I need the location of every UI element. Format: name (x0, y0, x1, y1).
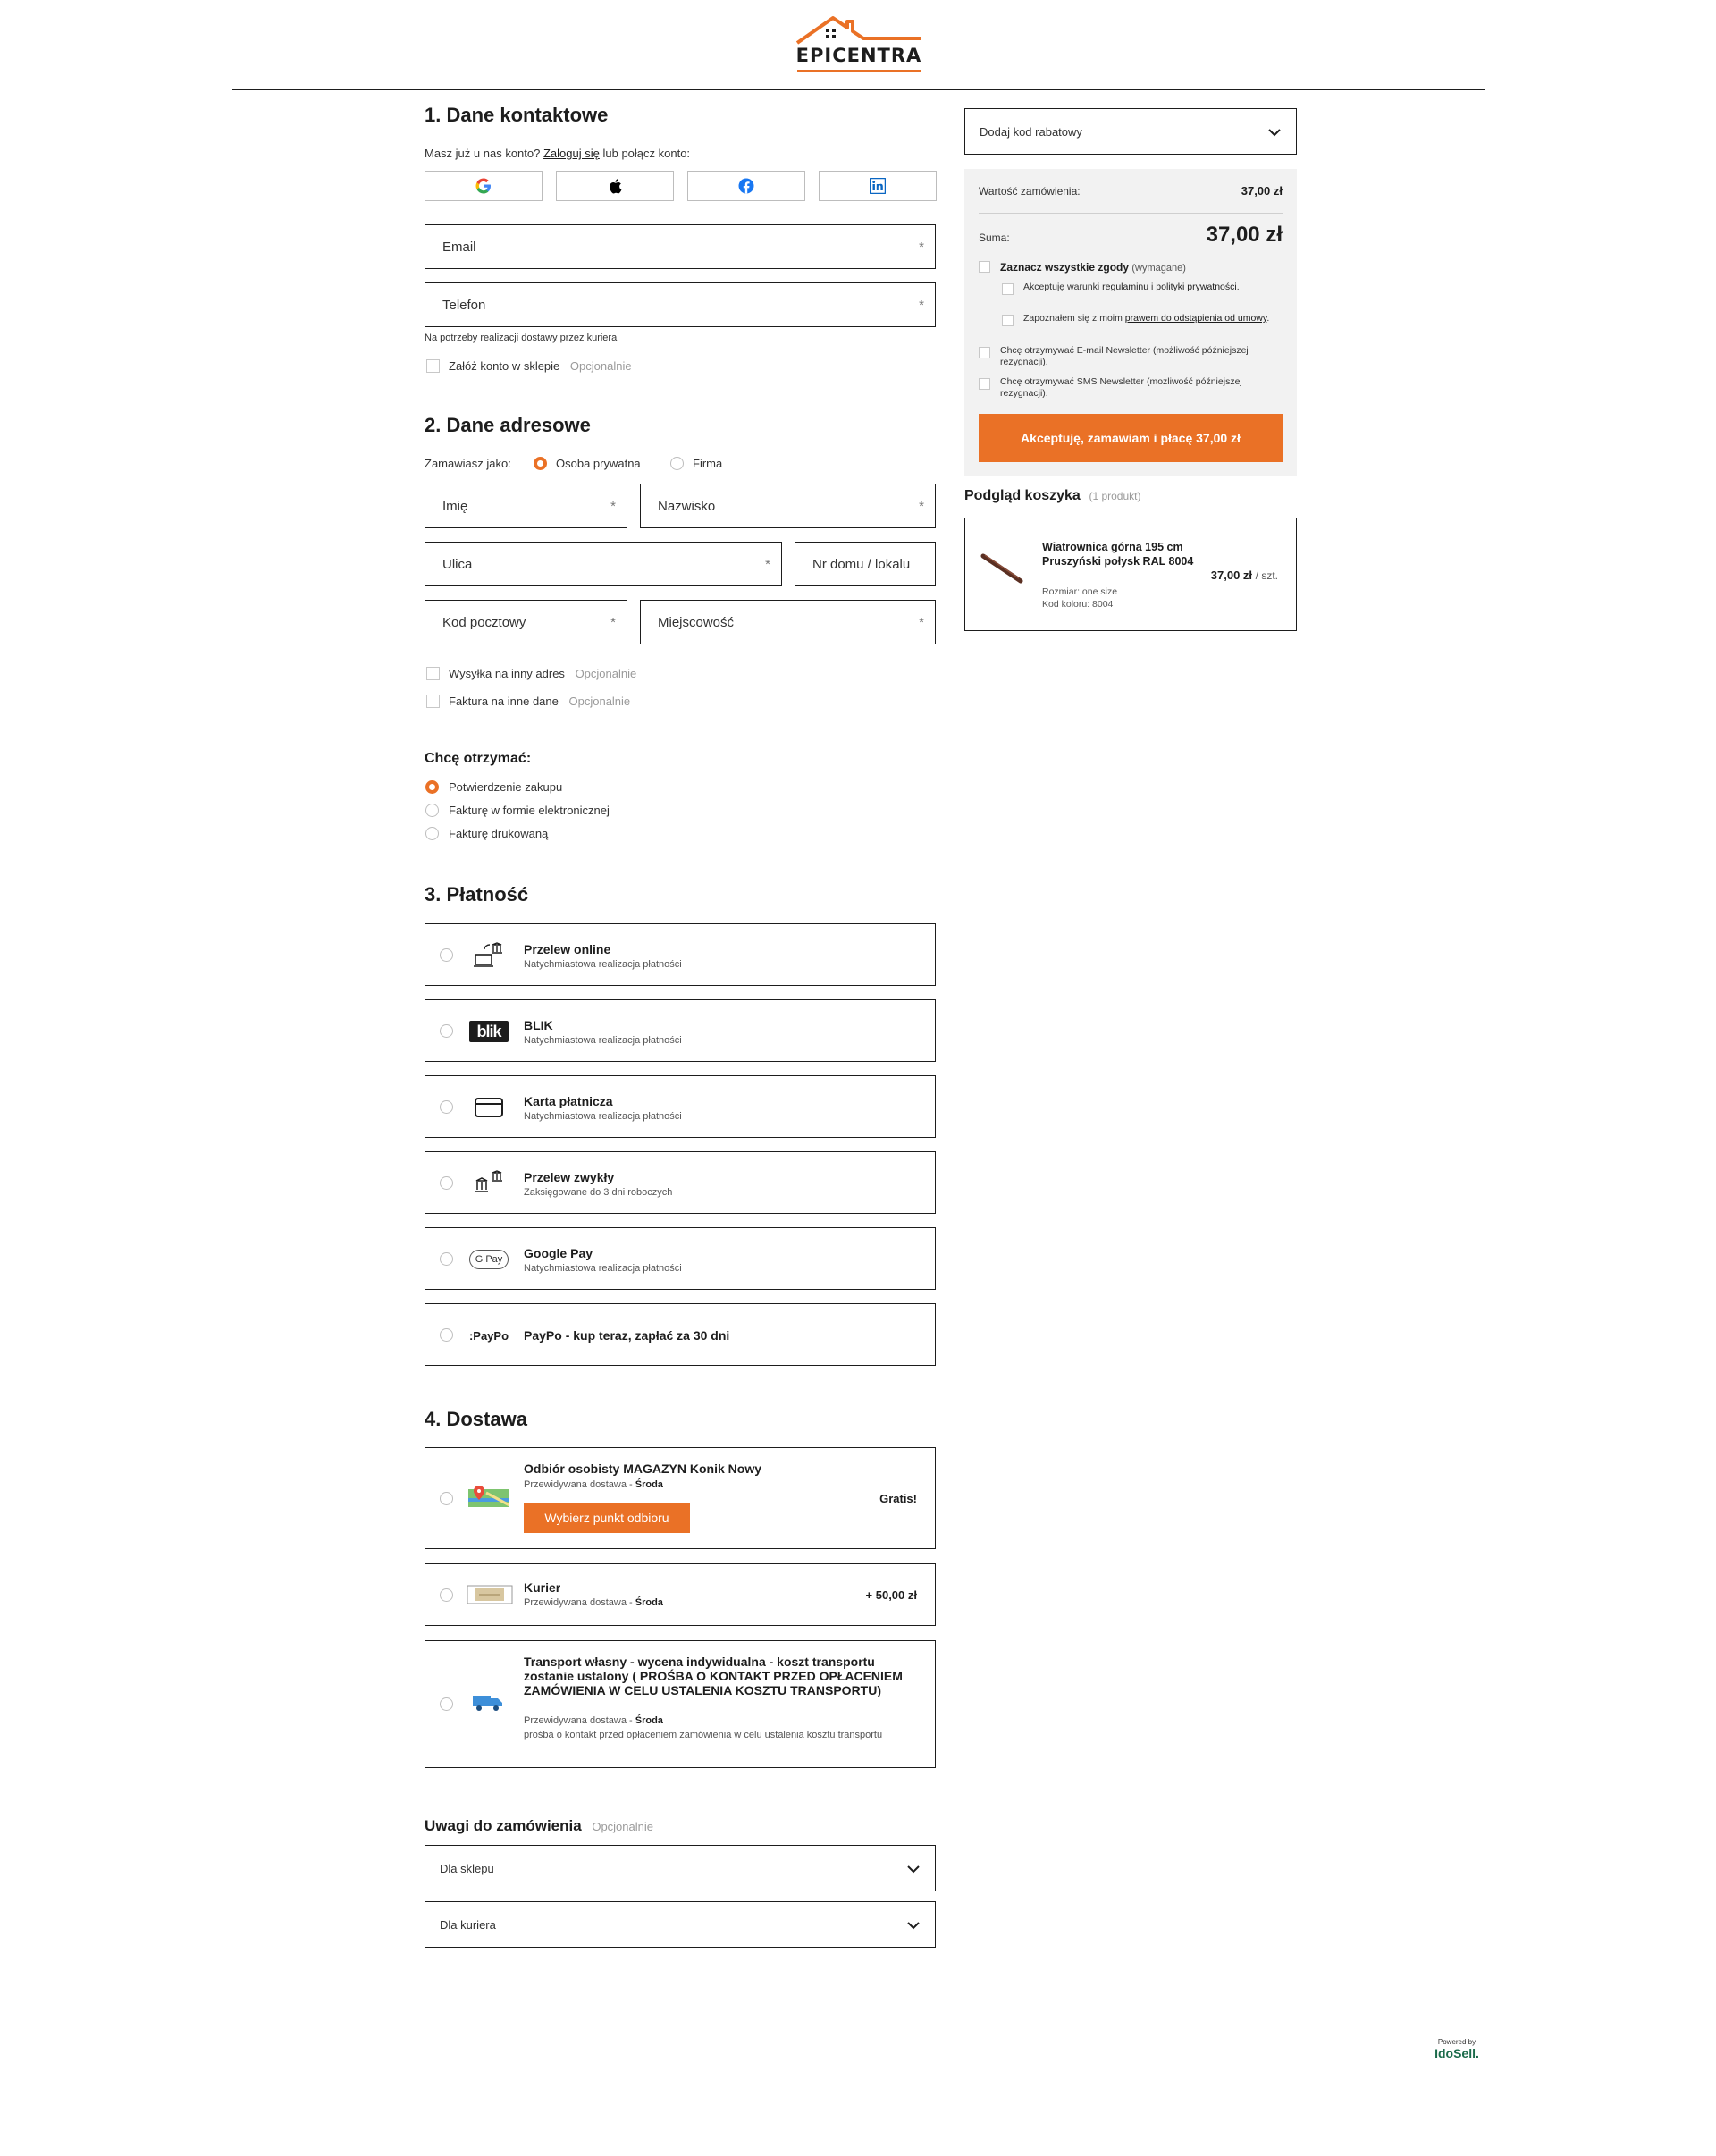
total-label: Suma: (979, 232, 1010, 244)
terms-label: Akceptuję warunki regulaminu i polityki prywatności. (1023, 282, 1240, 292)
product-image[interactable] (980, 551, 1024, 591)
payment-radio[interactable] (440, 1252, 453, 1266)
payment-option[interactable] (425, 1151, 936, 1214)
private-person-radio[interactable] (534, 457, 547, 470)
cart-item (964, 518, 1297, 631)
delivery-radio[interactable] (440, 1492, 453, 1505)
last-name-field[interactable]: Nazwisko * (640, 484, 936, 528)
company-label: Firma (693, 457, 723, 470)
receive-option-radio[interactable] (425, 804, 439, 817)
payment-section-title: 3. Płatność (425, 883, 529, 905)
logo[interactable] (795, 14, 922, 73)
delivery-price: Gratis! (879, 1492, 917, 1505)
payment-radio[interactable] (440, 1024, 453, 1038)
product-color-code: Kod koloru: 8004 (1042, 599, 1114, 610)
header-divider (232, 89, 1485, 90)
receive-option-label: Potwierdzenie zakupu (449, 780, 563, 794)
bank-icon (468, 1169, 509, 1198)
terms-checkbox[interactable] (1002, 283, 1014, 295)
promo-code-select[interactable]: Dodaj kod rabatowy (964, 108, 1297, 155)
terms-link[interactable]: regulaminu (1102, 282, 1149, 292)
delivery-expected: Przewidywana dostawa - Środa (524, 1597, 663, 1608)
payment-title: BLIK (524, 1018, 553, 1032)
create-account-label: Załóż konto w sklepie Opcjonalnie (449, 359, 632, 373)
payment-option[interactable] (425, 999, 936, 1062)
logo-underline (797, 70, 921, 72)
roof-logo-icon (795, 14, 922, 46)
all-consents-checkbox[interactable] (979, 261, 990, 273)
email-newsletter-label: Chcę otrzymywać E-mail Newsletter (możliwość późniejszej rezygnacji). (1000, 345, 1249, 367)
login-link[interactable]: Zaloguj się (543, 147, 600, 160)
courier-package-icon (467, 1584, 513, 1610)
withdrawal-label: Zapoznałem się z moim prawem do odstąpienia od umowy. (1023, 313, 1270, 324)
logo-text: EPICENTRA (795, 45, 922, 66)
google-pay-icon: G Pay (468, 1245, 509, 1274)
withdrawal-checkbox[interactable] (1002, 315, 1014, 326)
courier-note-select[interactable]: Dla kuriera (425, 1901, 936, 1948)
delivery-option-courier[interactable] (425, 1563, 936, 1626)
payment-option[interactable] (425, 923, 936, 986)
linkedin-login-button[interactable] (819, 171, 937, 201)
payment-title: Przelew zwykły (524, 1170, 615, 1184)
map-pin-icon (468, 1486, 509, 1513)
delivery-section-title: 4. Dostawa (425, 1408, 527, 1430)
facebook-login-button[interactable] (687, 171, 805, 201)
payment-title: Karta płatnicza (524, 1094, 613, 1108)
chevron-down-icon (1267, 125, 1282, 139)
privacy-link[interactable]: polityki prywatności (1156, 282, 1237, 292)
shop-note-select[interactable]: Dla sklepu (425, 1845, 936, 1891)
powered-by[interactable] (1429, 2038, 1485, 2060)
order-as-label: Zamawiasz jako: (425, 457, 511, 470)
city-field[interactable]: Miejscowość * (640, 600, 936, 644)
blik-icon: blik (468, 1017, 509, 1046)
order-summary (964, 169, 1297, 476)
product-price: 37,00 zł / szt. (1210, 568, 1278, 582)
apple-icon (608, 178, 622, 194)
cart-preview-title: Podgląd koszyka (1 produkt) (964, 488, 1141, 503)
ship-other-address-checkbox[interactable] (426, 667, 440, 680)
sms-newsletter-checkbox[interactable] (979, 378, 990, 390)
postal-code-field[interactable]: Kod pocztowy * (425, 600, 627, 644)
choose-pickup-point-button[interactable]: Wybierz punkt odbioru (524, 1503, 690, 1533)
payment-title: Google Pay (524, 1246, 593, 1260)
notes-title: Uwagi do zamówienia Opcjonalnie (425, 1817, 653, 1834)
invoice-other-data-checkbox[interactable] (426, 695, 440, 708)
payment-title: Przelew online (524, 942, 611, 956)
ship-other-address-label: Wysyłka na inny adres Opcjonalnie (449, 667, 637, 680)
create-account-checkbox[interactable] (426, 359, 440, 373)
payment-option[interactable] (425, 1227, 936, 1290)
powered-by-text: Powered by (1437, 2038, 1476, 2046)
payment-option[interactable] (425, 1303, 936, 1366)
payment-radio[interactable] (440, 1328, 453, 1342)
payment-radio[interactable] (440, 1100, 453, 1114)
google-login-button[interactable] (425, 171, 543, 201)
withdrawal-link[interactable]: prawem do odstąpienia od umowy (1124, 313, 1267, 324)
idosell-logo: IdoSell. (1434, 2046, 1479, 2060)
summary-divider (979, 213, 1283, 214)
header (0, 0, 1716, 90)
street-field[interactable]: Ulica * (425, 542, 782, 586)
delivery-title: Transport własny - wycena indywidualna - koszt transportu zostanie ustalony ( PROŚBA O KONTAKT PRZED OPŁACENIEM ZAMÓWIENIA W CELU USTALENIA KOSZTU TRANSPORTU) (524, 1655, 903, 1697)
submit-order-button[interactable]: Akceptuję, zamawiam i płacę 37,00 zł (979, 414, 1283, 462)
delivery-title: Odbiór osobisty MAGAZYN Konik Nowy (524, 1461, 762, 1476)
contact-section-title: 1. Dane kontaktowe (425, 104, 609, 126)
product-size: Rozmiar: one size (1042, 586, 1118, 597)
payment-radio[interactable] (440, 1176, 453, 1190)
receive-option-radio[interactable] (425, 827, 439, 840)
delivery-expected: Przewidywana dostawa - Środa (524, 1715, 663, 1726)
delivery-option-pickup[interactable] (425, 1447, 936, 1549)
phone-hint: Na potrzeby realizacji dostawy przez kuriera (425, 333, 618, 343)
total-value: 37,00 zł (1206, 223, 1283, 247)
chevron-down-icon (906, 1862, 921, 1876)
chevron-down-icon (906, 1918, 921, 1933)
google-icon (475, 178, 492, 194)
order-value-label: Wartość zamówienia: (979, 185, 1081, 198)
order-value: 37,00 zł (1241, 184, 1283, 198)
delivery-expected: Przewidywana dostawa - Środa (524, 1479, 663, 1490)
payment-title: PayPo - kup teraz, zapłać za 30 dni (524, 1328, 730, 1343)
payment-desc: Zaksięgowane do 3 dni roboczych (524, 1187, 673, 1198)
receive-option-label: Fakturę drukowaną (449, 827, 549, 840)
apple-login-button[interactable] (556, 171, 674, 201)
receive-option-label: Fakturę w formie elektronicznej (449, 804, 610, 817)
payment-desc: Natychmiastowa realizacja płatności (524, 1263, 682, 1274)
product-name[interactable]: Wiatrownica górna 195 cm Pruszyński połysk RAL 8004 (1042, 541, 1194, 568)
delivery-option-own-transport[interactable] (425, 1640, 936, 1768)
paypo-icon: :PayPo (468, 1328, 509, 1343)
all-consents-label: Zaznacz wszystkie zgody (wymagane) (1000, 261, 1186, 274)
login-prompt: Masz już u nas konto? Zaloguj się lub połącz konto: (425, 147, 691, 160)
delivery-title: Kurier (524, 1580, 561, 1595)
private-person-label: Osoba prywatna (556, 457, 641, 470)
payment-option[interactable] (425, 1075, 936, 1138)
payment-desc: Natychmiastowa realizacja płatności (524, 1111, 682, 1122)
email-field[interactable]: Email * (425, 224, 936, 269)
delivery-note: prośba o kontakt przed opłaceniem zamówienia w celu ustalenia kosztu transportu (524, 1730, 883, 1740)
bank-transfer-icon (468, 941, 509, 970)
sms-newsletter-label: Chcę otrzymywać SMS Newsletter (możliwość późniejszej rezygnacji). (1000, 376, 1242, 399)
address-section-title: 2. Dane adresowe (425, 414, 591, 436)
facebook-icon (738, 178, 754, 194)
delivery-price: + 50,00 zł (865, 1588, 917, 1602)
phone-field[interactable]: Telefon * (425, 282, 936, 327)
truck-icon (472, 1693, 504, 1717)
invoice-other-data-label: Faktura na inne dane Opcjonalnie (449, 695, 631, 708)
payment-desc: Natychmiastowa realizacja płatności (524, 959, 682, 970)
payment-desc: Natychmiastowa realizacja płatności (524, 1035, 682, 1046)
payment-radio[interactable] (440, 948, 453, 962)
first-name-field[interactable]: Imię * (425, 484, 627, 528)
delivery-radio[interactable] (440, 1697, 453, 1711)
house-number-field[interactable]: Nr domu / lokalu (795, 542, 936, 586)
linkedin-icon (870, 178, 886, 194)
delivery-radio[interactable] (440, 1588, 453, 1602)
receive-title: Chcę otrzymać: (425, 751, 532, 766)
receive-option-radio[interactable] (425, 780, 439, 794)
card-icon (468, 1093, 509, 1122)
email-newsletter-checkbox[interactable] (979, 347, 990, 358)
company-radio[interactable] (670, 457, 684, 470)
